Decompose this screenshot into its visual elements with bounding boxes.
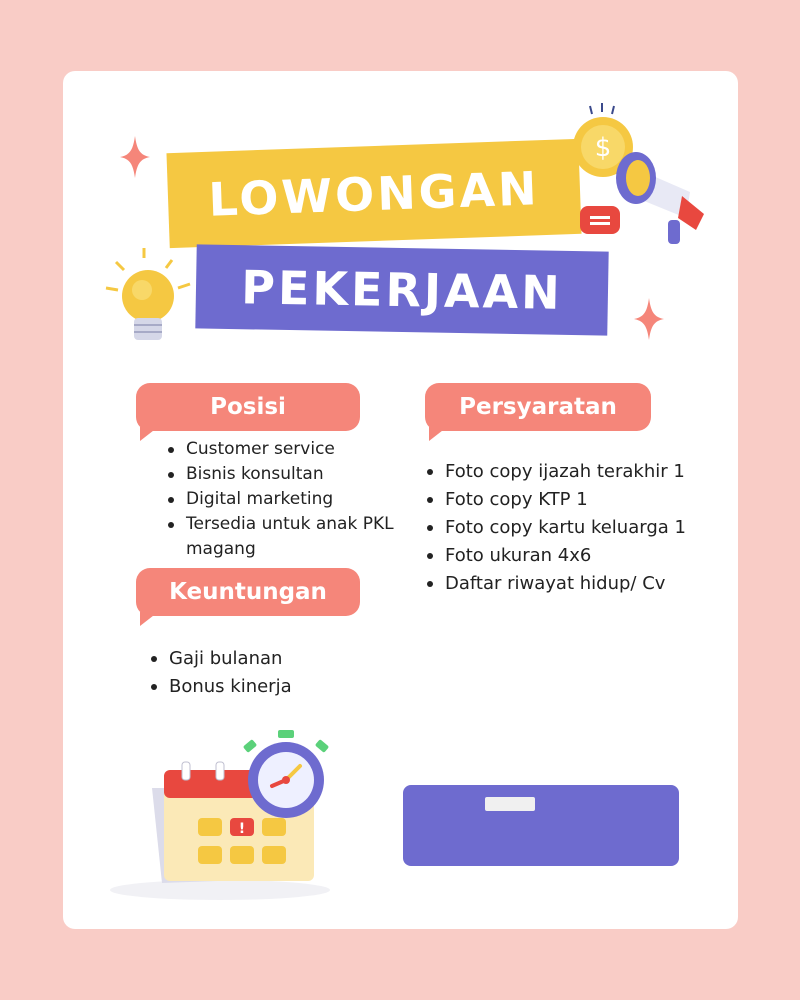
list-item: Foto copy kartu keluarga 1 xyxy=(437,514,687,542)
posisi-list xyxy=(160,437,398,562)
sparkle-icon xyxy=(120,136,150,178)
list-item: Foto copy KTP 1 xyxy=(437,486,687,514)
list-item: Daftar riwayat hidup/ Cv xyxy=(437,570,687,598)
svg-text:!: ! xyxy=(238,821,246,837)
redacted-text xyxy=(485,797,535,811)
list-item: Foto copy ijazah terakhir 1 xyxy=(437,458,687,486)
lightbulb-icon xyxy=(104,248,200,352)
list-item: Digital marketing xyxy=(178,487,398,512)
persyaratan-list xyxy=(419,458,687,598)
keuntungan-list xyxy=(143,645,381,701)
persyaratan-heading: Persyaratan xyxy=(425,383,651,431)
posisi-heading: Posisi xyxy=(136,383,360,431)
contact-box xyxy=(403,785,679,866)
keuntungan-heading: Keuntungan xyxy=(136,568,360,616)
list-item: Customer service xyxy=(178,437,398,462)
list-item: Tersedia untuk anak PKL magang xyxy=(178,512,398,562)
sparkle-icon xyxy=(634,296,664,342)
list-item: Gaji bulanan xyxy=(161,645,381,673)
megaphone-icon xyxy=(578,136,718,248)
title-line-1: LOWONGAN xyxy=(166,139,581,248)
stopwatch-icon xyxy=(238,728,334,824)
title-line-2: PEKERJAAN xyxy=(195,244,608,335)
svg-text:$: $ xyxy=(594,133,612,163)
list-item: Foto ukuran 4x6 xyxy=(437,542,687,570)
list-item: Bisnis konsultan xyxy=(178,462,398,487)
list-item: Bonus kinerja xyxy=(161,673,381,701)
